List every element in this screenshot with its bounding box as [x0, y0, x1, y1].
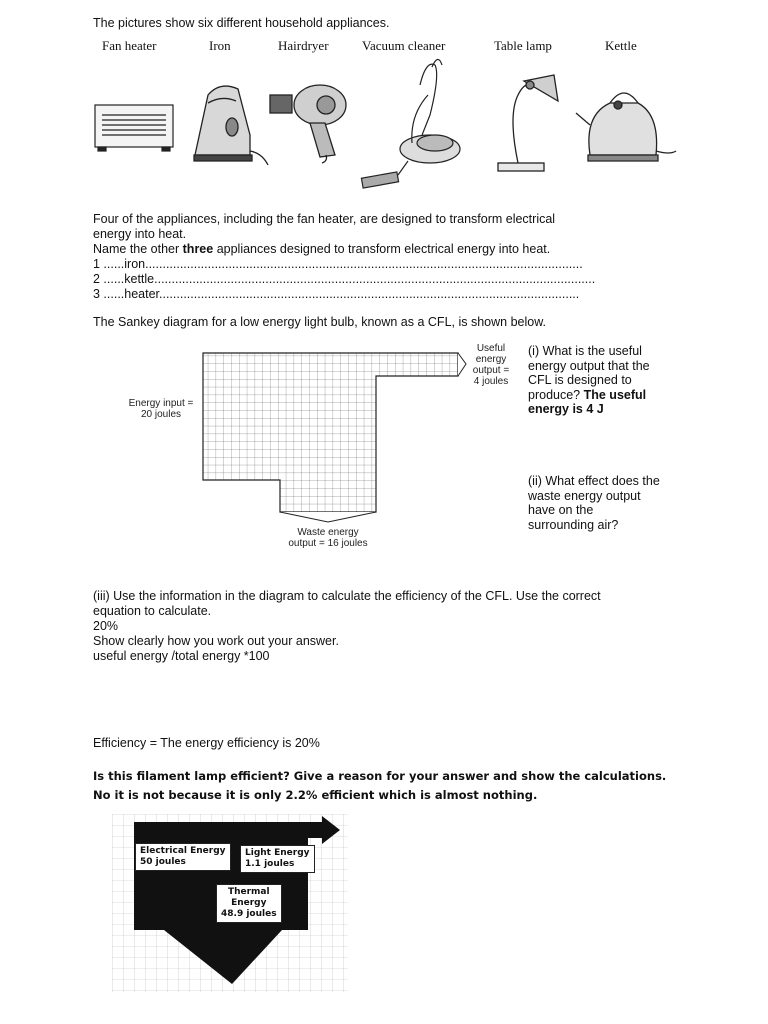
waste-energy-label: Waste energy output = 16 joules — [288, 527, 368, 549]
kettle-icon — [576, 93, 676, 161]
efficiency-line: Efficiency = The energy efficiency is 20% — [93, 736, 320, 750]
label-vacuum-cleaner: Vacuum cleaner — [362, 38, 446, 53]
q3-line2: equation to calculate. — [93, 604, 212, 618]
fan-heater-icon — [95, 105, 173, 151]
q1-line2: energy into heat. — [93, 227, 187, 241]
q3-line4: Show clearly how you work out your answer. — [93, 634, 339, 648]
q3-formula: useful energy /total energy *100 — [93, 649, 270, 663]
electrical-energy-box: Electrical Energy 50 joules — [135, 843, 231, 871]
appliance-pictures — [90, 55, 680, 195]
side-question-1: (i) What is the useful energy output that the CFL is designed to produce? The useful energy is 4 J — [528, 344, 650, 417]
hairdryer-icon — [270, 85, 346, 163]
q3-line1: (iii) Use the information in the diagram to calculate the efficiency of the CFL. Use the correct — [93, 589, 601, 603]
label-fan-heater: Fan heater — [102, 38, 157, 53]
cfl-sankey-diagram — [200, 340, 500, 540]
light-energy-box: Light Energy 1.1 joules — [240, 845, 315, 873]
q1-line1: Four of the appliances, including the fan heater, are designed to transform electrical — [93, 212, 556, 226]
useful-energy-label: Useful energy output = 4 joules — [472, 343, 510, 387]
side-question-2: (ii) What effect does the waste energy output have on the surrounding air? — [528, 474, 660, 532]
label-kettle: Kettle — [605, 38, 637, 53]
q1-instruction: Name the other three appliances designed to transform electrical energy into heat. — [93, 242, 551, 256]
energy-input-label: Energy input = 20 joules — [128, 398, 194, 420]
thermal-energy-box: Thermal Energy 48.9 joules — [216, 884, 282, 923]
answer-1: 1 ......iron.............................................................................................................................. — [93, 257, 583, 271]
label-table-lamp: Table lamp — [494, 38, 552, 53]
label-iron: Iron — [209, 38, 231, 53]
iron-icon — [194, 86, 268, 165]
answer-2: 2 ......kettle............................................................................................................................... — [93, 272, 596, 286]
sankey-intro: The Sankey diagram for a low energy light bulb, known as a CFL, is shown below. — [93, 315, 547, 329]
vacuum-cleaner-icon — [361, 59, 460, 188]
filament-answer: No it is not because it is only 2.2% efficient which is almost nothing. — [93, 788, 538, 802]
q3-answer: 20% — [93, 619, 119, 633]
answer-3: 3 ......heater......................................................................................................................... — [93, 287, 580, 301]
filament-question: Is this filament lamp efficient? Give a reason for your answer and show the calculations. — [93, 769, 667, 783]
intro-text: The pictures show six different household appliances. — [93, 16, 390, 30]
label-hairdryer: Hairdryer — [278, 38, 329, 53]
table-lamp-icon — [498, 75, 558, 171]
